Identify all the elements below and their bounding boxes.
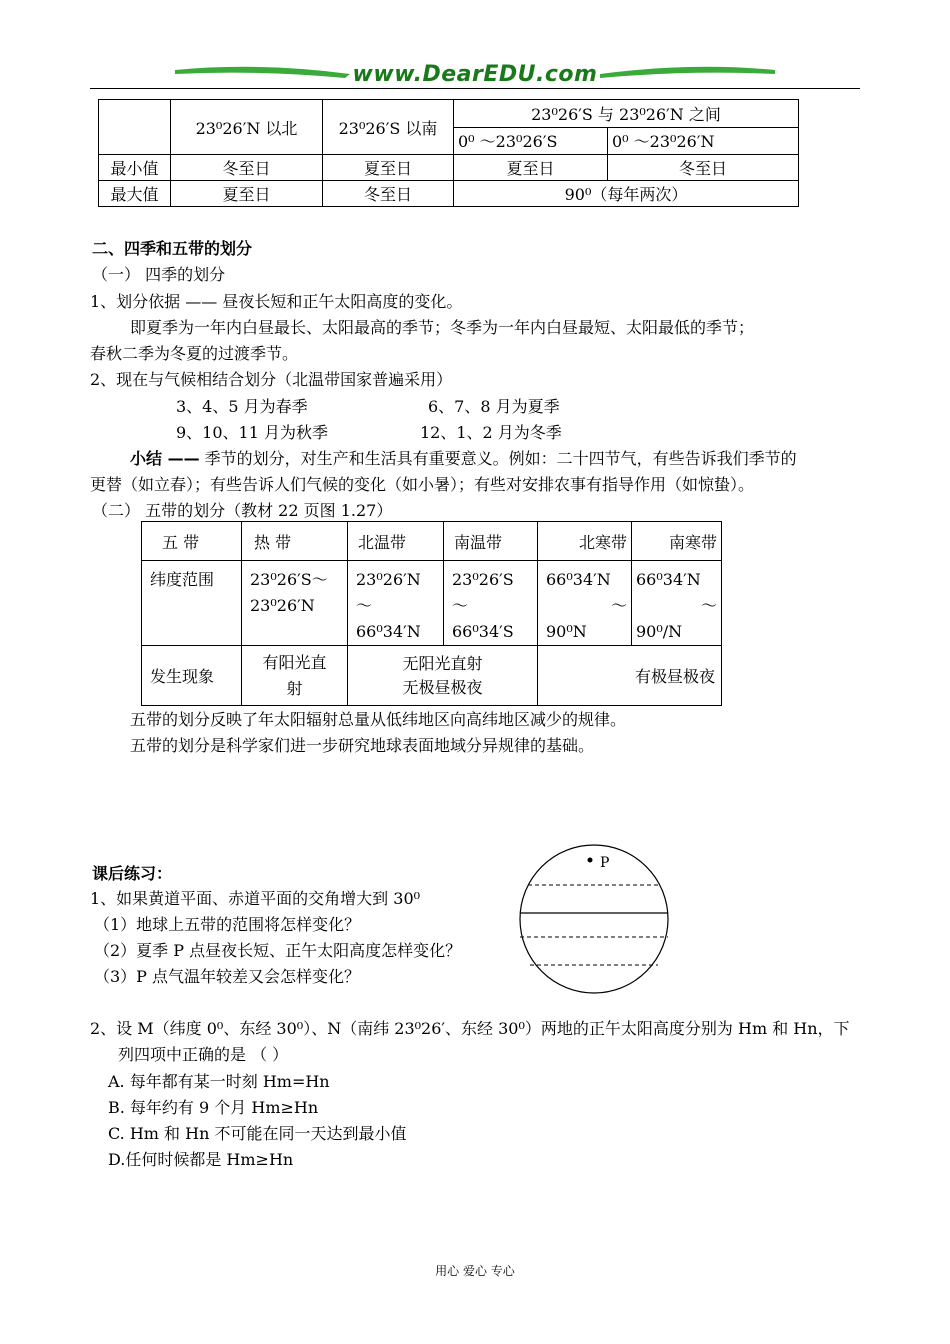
option-a: A. 每年都有某一时刻 Hm=Hn — [108, 1072, 330, 1091]
option-b: B. 每年约有 9 个月 Hm≥Hn — [108, 1098, 319, 1117]
page-footer: 用心 爱心 专心 — [435, 1264, 515, 1278]
phenomenon-label: 发生现象 — [142, 646, 242, 706]
phenomenon-line: 有阳光直 — [262, 652, 327, 672]
option-d: D.任何时候都是 Hm≥Hn — [108, 1150, 294, 1169]
table1-subcol-2: 0⁰ ～23⁰26′N — [608, 127, 799, 155]
range-line: 90⁰/N — [636, 622, 683, 641]
range-north-frigid — [538, 561, 632, 646]
section-title: 二、四季和五带的划分 — [92, 239, 253, 258]
exercise-q2-cont: 列四项中正确的是 （ ） — [118, 1045, 289, 1064]
paragraph-definition: 即夏季为一年内白昼最长、太阳最高的季节；冬季为一年内白昼最短、太阳最低的季节； — [130, 318, 755, 337]
range-south-temperate — [444, 561, 538, 646]
phenomenon-frigid: 有极昼极夜 — [538, 646, 722, 706]
logo-text: www.DearEDU.com — [352, 62, 598, 87]
range-tropic — [242, 561, 348, 646]
globe-svg — [518, 843, 670, 995]
range-line: 66⁰34′N — [546, 570, 611, 589]
zone-header: 南温带 — [444, 522, 538, 561]
subsection-zones: （二） 五带的划分（教材 22 页图 1.27） — [92, 501, 393, 520]
exercise-q2: 2、设 M（纬度 0⁰、东经 30⁰）、N（南纬 23⁰26′、东经 30⁰）两地的正午太阳高度分别为 Hm 和 Hn，下 — [90, 1019, 850, 1038]
exercise-q1c: （3）P 点气温年较差又会怎样变化？ — [94, 967, 361, 986]
range-line: 23⁰26′N — [250, 596, 315, 615]
subsection-seasons: （一） 四季的划分 — [92, 265, 226, 284]
phenomenon-line: 无阳光直射 — [402, 653, 483, 673]
range-line: 66⁰34′S — [452, 622, 514, 641]
table1-cell: 90⁰（每年两次） — [454, 181, 799, 207]
header-rule — [90, 88, 860, 89]
summary-label: 小结 —— — [130, 449, 200, 468]
table1-cell: 夏至日 — [454, 155, 608, 181]
phenomenon-tropic — [242, 646, 348, 706]
solar-altitude-table — [98, 99, 799, 207]
zone-header: 南寒带 — [632, 522, 722, 561]
range-label: 纬度范围 — [142, 561, 242, 646]
season-spring: 3、4、5 月为春季 — [176, 397, 308, 416]
table1-col-south: 23⁰26′S 以南 — [323, 100, 454, 155]
exercise-q1a: （1）地球上五带的范围将怎样变化？ — [94, 915, 361, 934]
exercise-q1b: （2）夏季 P 点昼夜长短、正午太阳高度怎样变化？ — [94, 941, 462, 960]
table1-subcol-1: 0⁰ ～23⁰26′S — [454, 127, 608, 155]
summary-text-cont: 更替（如立春）；有些告诉人们气候的变化（如小暑）；有些对安排农事有指导作用（如惊蛰）。 — [90, 475, 755, 494]
phenomenon-temperate — [348, 646, 538, 706]
summary-text: 季节的划分，对生产和生活具有重要意义。例如：二十四节气，有些告诉我们季节的 — [204, 449, 797, 468]
table1-col-range: 23⁰26′S 与 23⁰26′N 之间 — [454, 100, 799, 128]
range-line: 90⁰N — [546, 622, 587, 641]
zone-header: 热 带 — [242, 522, 348, 561]
zone-header: 五 带 — [142, 522, 242, 561]
table1-cell: 冬至日 — [323, 181, 454, 207]
globe-point-label: P — [600, 855, 610, 871]
note-line: 五带的划分是科学家们进一步研究地球表面地域分异规律的基础。 — [130, 736, 595, 755]
globe-diagram — [518, 843, 670, 995]
five-zones-table — [141, 521, 722, 706]
range-line: 66⁰34′N — [636, 570, 701, 589]
paragraph-definition-cont: 春秋二季为冬夏的过渡季节。 — [90, 344, 299, 363]
exercise-title: 课后练习： — [92, 864, 173, 883]
table1-col-north: 23⁰26′N 以北 — [171, 100, 323, 155]
table1-cell: 夏至日 — [171, 181, 323, 207]
range-line: 23⁰26′N — [356, 570, 421, 589]
summary-paragraph — [130, 446, 797, 469]
range-north-temperate — [348, 561, 444, 646]
season-summer: 6、7、8 月为夏季 — [428, 397, 560, 416]
table1-cell: 冬至日 — [608, 155, 799, 181]
range-line: ～ — [610, 596, 627, 615]
option-c: C. Hm 和 Hn 不可能在同一天达到最小值 — [108, 1124, 407, 1143]
header-logo — [170, 60, 780, 90]
range-line: ～ — [356, 596, 373, 615]
paragraph-climate: 2、现在与气候相结合划分（北温带国家普遍采用） — [90, 370, 453, 389]
table1-empty-corner — [99, 100, 171, 155]
zone-header: 北温带 — [348, 522, 444, 561]
range-line: 23⁰26′S～ — [250, 570, 328, 589]
table1-cell: 冬至日 — [171, 155, 323, 181]
zone-header: 北寒带 — [538, 522, 632, 561]
range-line: 66⁰34′N — [356, 622, 421, 641]
phenomenon-line: 无极昼极夜 — [402, 677, 483, 697]
range-line: ～ — [700, 596, 717, 615]
paragraph-basis: 1、划分依据 —— 昼夜长短和正午太阳高度的变化。 — [90, 292, 463, 311]
table1-row-label: 最大值 — [99, 181, 171, 207]
phenomenon-line: 射 — [286, 678, 303, 698]
range-line: 23⁰26′S — [452, 570, 514, 589]
season-winter: 12、1、2 月为冬季 — [420, 423, 562, 442]
note-line: 五带的划分反映了年太阳辐射总量从低纬地区向高纬地区减少的规律。 — [130, 710, 627, 729]
exercise-q1: 1、如果黄道平面、赤道平面的交角增大到 30⁰ — [90, 889, 421, 908]
table1-cell: 夏至日 — [323, 155, 454, 181]
range-south-frigid — [632, 561, 722, 646]
season-autumn: 9、10、11 月为秋季 — [176, 423, 328, 442]
table1-row-label: 最小值 — [99, 155, 171, 181]
range-line: ～ — [452, 596, 469, 615]
